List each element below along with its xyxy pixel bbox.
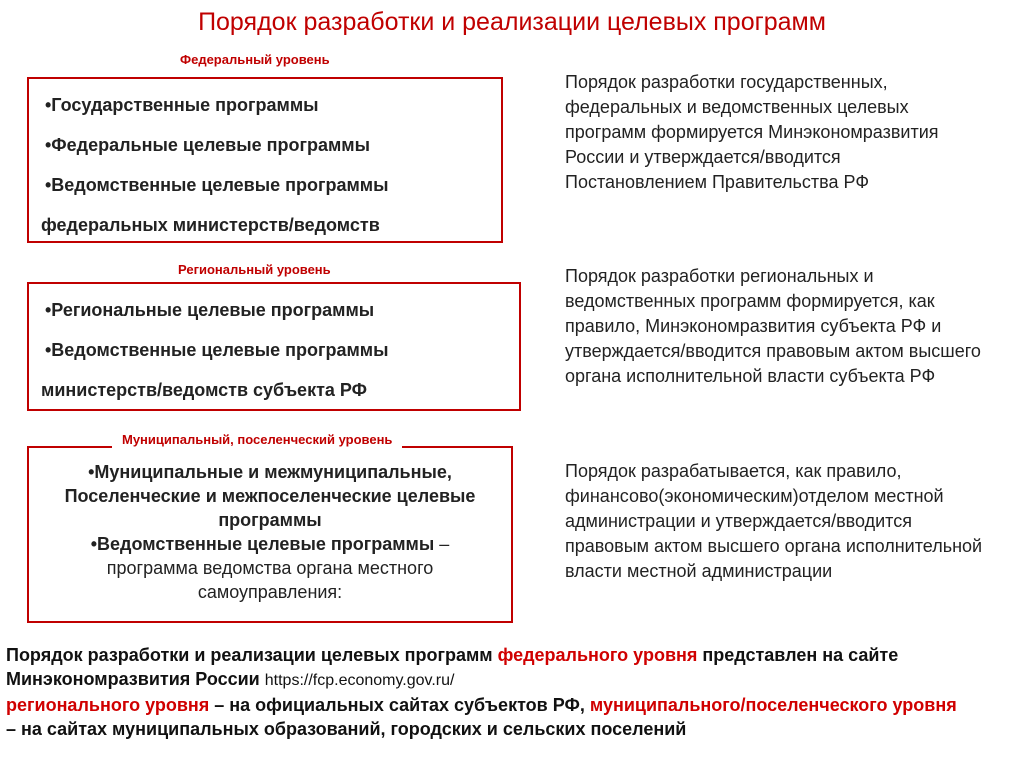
footer-municipal-level: муниципального/поселенческого уровня — [589, 695, 957, 715]
federal-item-federal-target-programs: •Федеральные целевые программы — [45, 135, 370, 155]
regional-item-regional-programs: •Региональные целевые программы — [45, 300, 375, 320]
footer-part-3: представлен на сайте — [697, 645, 899, 665]
municipal-item-line5: программа ведомства органа местного — [106, 558, 434, 578]
federal-level-box — [27, 77, 503, 243]
regional-item-ministries: министерств/ведомств субъекта РФ — [41, 380, 368, 400]
municipal-description: Порядок разрабатывается, как правило, финансово(экономическим)отделом местной администрации и утверждается/вводится правовым актом высшего органа исполнительной власти местной администрации — [565, 461, 983, 581]
footer-url-link[interactable]: https://fcp.economy.gov.ru/ — [264, 672, 455, 689]
footer-line-1 — [6, 643, 1016, 667]
regional-description: Порядок разработки региональных и ведомственных программ формируется, как правило, Минэкономразвития субъекта РФ и утверждается/вводится правовым актом высшего органа исполнительной власти субъекта РФ — [565, 266, 981, 386]
municipal-level-box — [27, 446, 513, 623]
footer-part-6: – на официальных сайтах субъектов РФ, — [209, 695, 590, 715]
municipal-item-line2: Поселенческие и межпоселенческие целевые — [64, 486, 476, 506]
footer-ministry: Минэкономразвития России — [6, 669, 265, 689]
municipal-departmental-dash: – — [434, 534, 450, 554]
footer-line-3 — [6, 693, 1016, 717]
municipal-item-line4 — [29, 532, 511, 556]
footer-line-2 — [6, 667, 1016, 693]
federal-item-ministries: федеральных министерств/ведомств — [41, 215, 380, 235]
municipal-item-line3: программы — [218, 510, 322, 530]
federal-description: Порядок разработки государственных, федеральных и ведомственных целевых программ формируется Минэкономразвития России и утверждается/вводится Постановлением Правительства РФ — [565, 72, 939, 192]
footer-text — [6, 643, 1016, 741]
federal-level-label: Федеральный уровень — [170, 52, 340, 68]
footer-part-1: Порядок разработки и реализации целевых программ — [6, 645, 498, 665]
municipal-item-line6: самоуправления: — [197, 582, 343, 602]
federal-item-departmental-programs: •Ведомственные целевые программы — [45, 175, 389, 195]
regional-level-box — [27, 282, 521, 411]
footer-federal-level: федерального уровня — [497, 645, 698, 665]
regional-level-label: Региональный уровень — [168, 262, 341, 278]
regional-item-departmental-programs: •Ведомственные целевые программы — [45, 340, 389, 360]
municipal-departmental-bold: •Ведомственные целевые программы — [90, 534, 435, 554]
municipal-level-label: Муниципальный, поселенческий уровень — [112, 432, 402, 448]
footer-line-4: – на сайтах муниципальных образований, городских и сельских поселений — [6, 719, 687, 739]
municipal-item-line1: •Муниципальные и межмуниципальные, — [88, 462, 452, 482]
federal-item-state-programs: •Государственные программы — [45, 95, 319, 115]
page-title: Порядок разработки и реализации целевых программ — [198, 8, 826, 36]
footer-regional-level: регионального уровня — [6, 695, 210, 715]
